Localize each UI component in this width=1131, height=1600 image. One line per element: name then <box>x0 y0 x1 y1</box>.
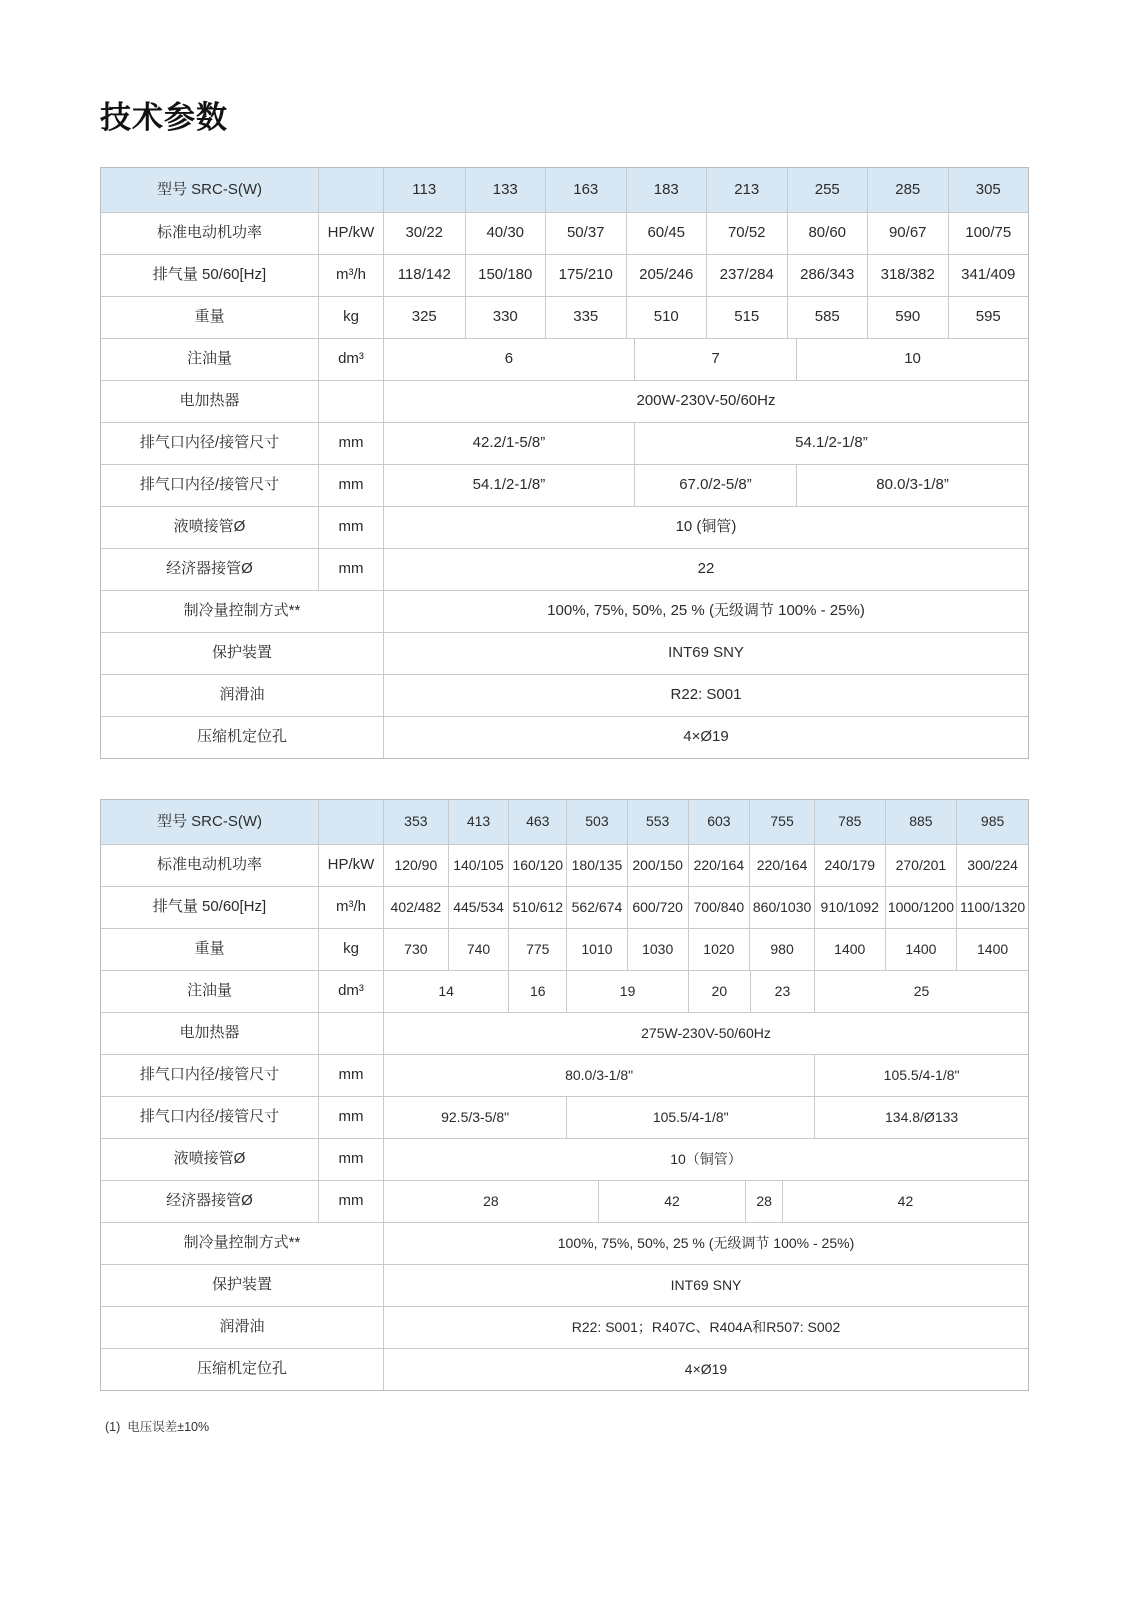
value-cell: R22: S001；R407C、R404A和R507: S002 <box>571 1318 841 1335</box>
spec-row <box>101 380 1028 422</box>
value-cell: 775 <box>508 929 566 970</box>
row-label: 标准电动机功率 <box>156 224 262 242</box>
row-label: 电加热器 <box>179 392 240 410</box>
row-label: 电加热器 <box>179 1024 240 1042</box>
value-cell: 341/409 <box>948 255 1029 296</box>
value-cell: 1000/1200 <box>885 887 957 928</box>
model-column-header: 213 <box>706 168 787 212</box>
row-label: 重量 <box>194 308 225 326</box>
value-cell: 160/120 <box>508 845 566 886</box>
value-cell: 28 <box>745 1181 782 1222</box>
value-cell: 1030 <box>627 929 688 970</box>
spec-row <box>101 338 1028 380</box>
row-unit: mm <box>318 549 383 590</box>
row-values <box>383 717 1028 758</box>
value-cell: 1400 <box>814 929 885 970</box>
value-cell: 860/1030 <box>749 887 814 928</box>
row-values <box>383 591 1028 632</box>
row-label: 重量 <box>194 940 225 958</box>
value-cell: 10 (铜管) <box>675 518 737 536</box>
value-cell: 510/612 <box>508 887 566 928</box>
row-unit: mm <box>318 1097 383 1138</box>
value-cell: 25 <box>814 971 1028 1012</box>
row-values <box>383 1307 1028 1348</box>
row-unit: m³/h <box>318 255 383 296</box>
spec-row <box>101 1012 1028 1054</box>
value-cell: 100%, 75%, 50%, 25 % (无级调节 100% - 25%) <box>557 1234 855 1251</box>
model-column-header: 285 <box>867 168 948 212</box>
value-cell: 510 <box>626 297 707 338</box>
value-cell: 67.0/2-5/8” <box>634 465 796 506</box>
row-values <box>383 1097 1028 1138</box>
spec-row <box>101 928 1028 970</box>
spec-row <box>101 1348 1028 1390</box>
value-cell: 220/164 <box>749 845 814 886</box>
spec-row <box>101 1138 1028 1180</box>
spec-table-2 <box>100 799 1029 1391</box>
value-cell: 180/135 <box>566 845 627 886</box>
value-cell: 740 <box>448 929 509 970</box>
value-cell: 120/90 <box>394 856 438 873</box>
row-label: 压缩机定位孔 <box>196 1360 287 1378</box>
row-values <box>383 1139 1028 1180</box>
value-cell: 980 <box>749 929 814 970</box>
spec-row <box>101 464 1028 506</box>
row-label: 液喷接管Ø <box>173 518 246 536</box>
value-cell: R22: S001 <box>670 686 742 704</box>
model-columns <box>383 800 1028 844</box>
row-unit: m³/h <box>318 887 383 928</box>
value-cell: 595 <box>948 297 1029 338</box>
value-cell: 562/674 <box>566 887 627 928</box>
row-unit: mm <box>318 1181 383 1222</box>
spec-row <box>101 1054 1028 1096</box>
row-values <box>383 1265 1028 1306</box>
value-cell: 175/210 <box>545 255 626 296</box>
spec-row <box>101 716 1028 758</box>
model-column-header: 113 <box>412 180 437 198</box>
row-label: 注油量 <box>186 350 232 368</box>
value-cell: 240/179 <box>814 845 885 886</box>
page-title: 技术参数 <box>100 100 228 135</box>
model-series-label: 型号 SRC-S(W) <box>157 812 262 830</box>
value-cell: 4×Ø19 <box>684 1360 728 1377</box>
value-cell: 220/164 <box>688 845 750 886</box>
model-column-header: 785 <box>814 800 885 844</box>
value-cell: 100/75 <box>948 213 1029 254</box>
row-label: 制冷量控制方式** <box>183 1234 301 1252</box>
value-cell: 70/52 <box>706 213 787 254</box>
value-cell: 42 <box>598 1181 745 1222</box>
row-label: 注油量 <box>186 982 232 1000</box>
value-cell: 4×Ø19 <box>683 728 729 746</box>
row-label: 液喷接管Ø <box>173 1150 246 1168</box>
row-label: 润滑油 <box>219 1318 265 1336</box>
value-cell: 23 <box>750 971 814 1012</box>
spec-row <box>101 296 1028 338</box>
value-cell: 590 <box>867 297 948 338</box>
row-values <box>383 929 1028 970</box>
value-cell: 30/22 <box>405 224 444 242</box>
value-cell: 19 <box>566 971 688 1012</box>
row-values <box>383 1055 1028 1096</box>
row-unit: mm <box>318 423 383 464</box>
row-values <box>383 507 1028 548</box>
value-cell: 325 <box>411 308 437 326</box>
spec-row <box>101 254 1028 296</box>
value-cell: 335 <box>545 297 626 338</box>
model-column-header: 353 <box>404 813 428 830</box>
spec-row <box>101 1180 1028 1222</box>
row-unit: kg <box>318 297 383 338</box>
value-cell: 42.2/1-5/8” <box>472 434 546 452</box>
value-cell: 600/720 <box>627 887 688 928</box>
value-cell: 300/224 <box>956 845 1028 886</box>
row-unit <box>318 381 383 422</box>
value-cell: 330 <box>465 297 546 338</box>
value-cell: 1100/1320 <box>956 887 1028 928</box>
value-cell: 54.1/2-1/8” <box>472 476 546 494</box>
row-values <box>383 549 1028 590</box>
spec-row <box>101 1264 1028 1306</box>
row-values <box>383 1349 1028 1390</box>
row-label: 标准电动机功率 <box>156 856 262 874</box>
spec-row <box>101 970 1028 1012</box>
row-unit: dm³ <box>318 339 383 380</box>
model-column-header: 413 <box>448 800 509 844</box>
unit-column-header <box>318 168 383 212</box>
value-cell: 100%, 75%, 50%, 25 % (无级调节 100% - 25%) <box>547 602 865 620</box>
model-column-header: 305 <box>948 168 1029 212</box>
row-values <box>383 423 1028 464</box>
value-cell: 80.0/3-1/8" <box>565 1066 634 1083</box>
row-label: 排气口内径/接管尺寸 <box>139 476 280 494</box>
value-cell: 80/60 <box>787 213 868 254</box>
row-values <box>383 845 1028 886</box>
row-label: 排气口内径/接管尺寸 <box>139 1108 280 1126</box>
spec-row <box>101 548 1028 590</box>
spec-row <box>101 1222 1028 1264</box>
value-cell: 585 <box>787 297 868 338</box>
spec-row <box>101 1306 1028 1348</box>
row-values <box>383 1013 1028 1054</box>
value-cell: 1400 <box>885 929 957 970</box>
table-header-row <box>101 168 1028 212</box>
model-columns <box>383 168 1028 212</box>
value-cell: 1400 <box>956 929 1028 970</box>
model-column-header: 255 <box>787 168 868 212</box>
spec-row <box>101 632 1028 674</box>
value-cell: 237/284 <box>706 255 787 296</box>
value-cell: 1020 <box>688 929 750 970</box>
spec-row <box>101 886 1028 928</box>
value-cell: 14 <box>438 982 454 999</box>
value-cell: 402/482 <box>390 898 442 915</box>
value-cell: 10 <box>796 339 1028 380</box>
row-label: 润滑油 <box>219 686 265 704</box>
model-series-label: 型号 SRC-S(W) <box>157 180 262 198</box>
value-cell: 515 <box>706 297 787 338</box>
value-cell: 700/840 <box>688 887 750 928</box>
unit-column-header <box>318 800 383 844</box>
row-unit: dm³ <box>318 971 383 1012</box>
model-column-header: 163 <box>545 168 626 212</box>
value-cell: 10（铜管） <box>670 1150 742 1167</box>
footnote: (1) 电压误差±10% <box>105 1420 210 1434</box>
model-column-header: 463 <box>508 800 566 844</box>
value-cell: 6 <box>504 350 514 368</box>
value-cell: 40/30 <box>465 213 546 254</box>
row-values <box>383 339 1028 380</box>
row-values <box>383 675 1028 716</box>
row-values <box>383 381 1028 422</box>
value-cell: 730 <box>404 940 428 957</box>
value-cell: 910/1092 <box>814 887 885 928</box>
value-cell: 134.8/Ø133 <box>814 1097 1028 1138</box>
model-column-header: 885 <box>885 800 957 844</box>
value-cell: 318/382 <box>867 255 948 296</box>
model-column-header: 503 <box>566 800 627 844</box>
value-cell: 16 <box>508 971 566 1012</box>
row-unit: mm <box>318 1139 383 1180</box>
value-cell: 205/246 <box>626 255 707 296</box>
row-values <box>383 633 1028 674</box>
spec-row <box>101 506 1028 548</box>
spec-row <box>101 212 1028 254</box>
row-label: 保护装置 <box>211 1276 272 1294</box>
value-cell: 200W-230V-50/60Hz <box>636 392 776 410</box>
value-cell: 42 <box>782 1181 1028 1222</box>
row-values <box>383 1223 1028 1264</box>
row-values <box>383 887 1028 928</box>
value-cell: 445/534 <box>448 887 509 928</box>
value-cell: 22 <box>697 560 715 578</box>
row-values <box>383 255 1028 296</box>
spec-row <box>101 590 1028 632</box>
value-cell: 286/343 <box>787 255 868 296</box>
spec-table-1 <box>100 167 1029 759</box>
row-label: 经济器接管Ø <box>166 560 253 578</box>
row-values <box>383 465 1028 506</box>
model-column-header: 985 <box>956 800 1028 844</box>
spec-row <box>101 674 1028 716</box>
table-header-row <box>101 800 1028 844</box>
spec-row <box>101 844 1028 886</box>
row-unit <box>318 1013 383 1054</box>
value-cell: 270/201 <box>885 845 957 886</box>
row-values <box>383 971 1028 1012</box>
row-label: 经济器接管Ø <box>166 1192 253 1210</box>
value-cell: 105.5/4-1/8" <box>814 1055 1028 1096</box>
value-cell: 105.5/4-1/8" <box>566 1097 814 1138</box>
row-label: 排气口内径/接管尺寸 <box>139 1066 280 1084</box>
value-cell: 80.0/3-1/8” <box>796 465 1028 506</box>
model-column-header: 553 <box>627 800 688 844</box>
value-cell: 275W-230V-50/60Hz <box>641 1024 771 1041</box>
model-column-header: 133 <box>465 168 546 212</box>
row-values <box>383 1181 1028 1222</box>
value-cell: 140/105 <box>448 845 509 886</box>
value-cell: 92.5/3-5/8" <box>441 1108 510 1125</box>
row-unit: mm <box>318 1055 383 1096</box>
row-values <box>383 213 1028 254</box>
value-cell: 150/180 <box>465 255 546 296</box>
row-label: 保护装置 <box>211 644 272 662</box>
value-cell: INT69 SNY <box>670 1276 742 1293</box>
model-column-header: 603 <box>688 800 750 844</box>
row-unit: kg <box>318 929 383 970</box>
value-cell: 200/150 <box>627 845 688 886</box>
value-cell: 60/45 <box>626 213 707 254</box>
row-unit: HP/kW <box>318 845 383 886</box>
value-cell: 90/67 <box>867 213 948 254</box>
model-column-header: 755 <box>749 800 814 844</box>
row-label: 排气口内径/接管尺寸 <box>139 434 280 452</box>
row-unit: mm <box>318 465 383 506</box>
row-unit: mm <box>318 507 383 548</box>
value-cell: 50/37 <box>545 213 626 254</box>
value-cell: 54.1/2-1/8” <box>634 423 1028 464</box>
value-cell: 7 <box>634 339 796 380</box>
spec-row <box>101 422 1028 464</box>
row-unit: HP/kW <box>318 213 383 254</box>
value-cell: INT69 SNY <box>668 644 744 662</box>
value-cell: 28 <box>483 1192 499 1209</box>
value-cell: 118/142 <box>397 266 451 284</box>
value-cell: 1010 <box>566 929 627 970</box>
row-values <box>383 297 1028 338</box>
row-label: 排气量 50/60[Hz] <box>152 266 267 284</box>
row-label: 制冷量控制方式** <box>183 602 301 620</box>
spec-row <box>101 1096 1028 1138</box>
value-cell: 20 <box>688 971 750 1012</box>
row-label: 排气量 50/60[Hz] <box>152 898 267 916</box>
model-column-header: 183 <box>626 168 707 212</box>
row-label: 压缩机定位孔 <box>196 728 287 746</box>
